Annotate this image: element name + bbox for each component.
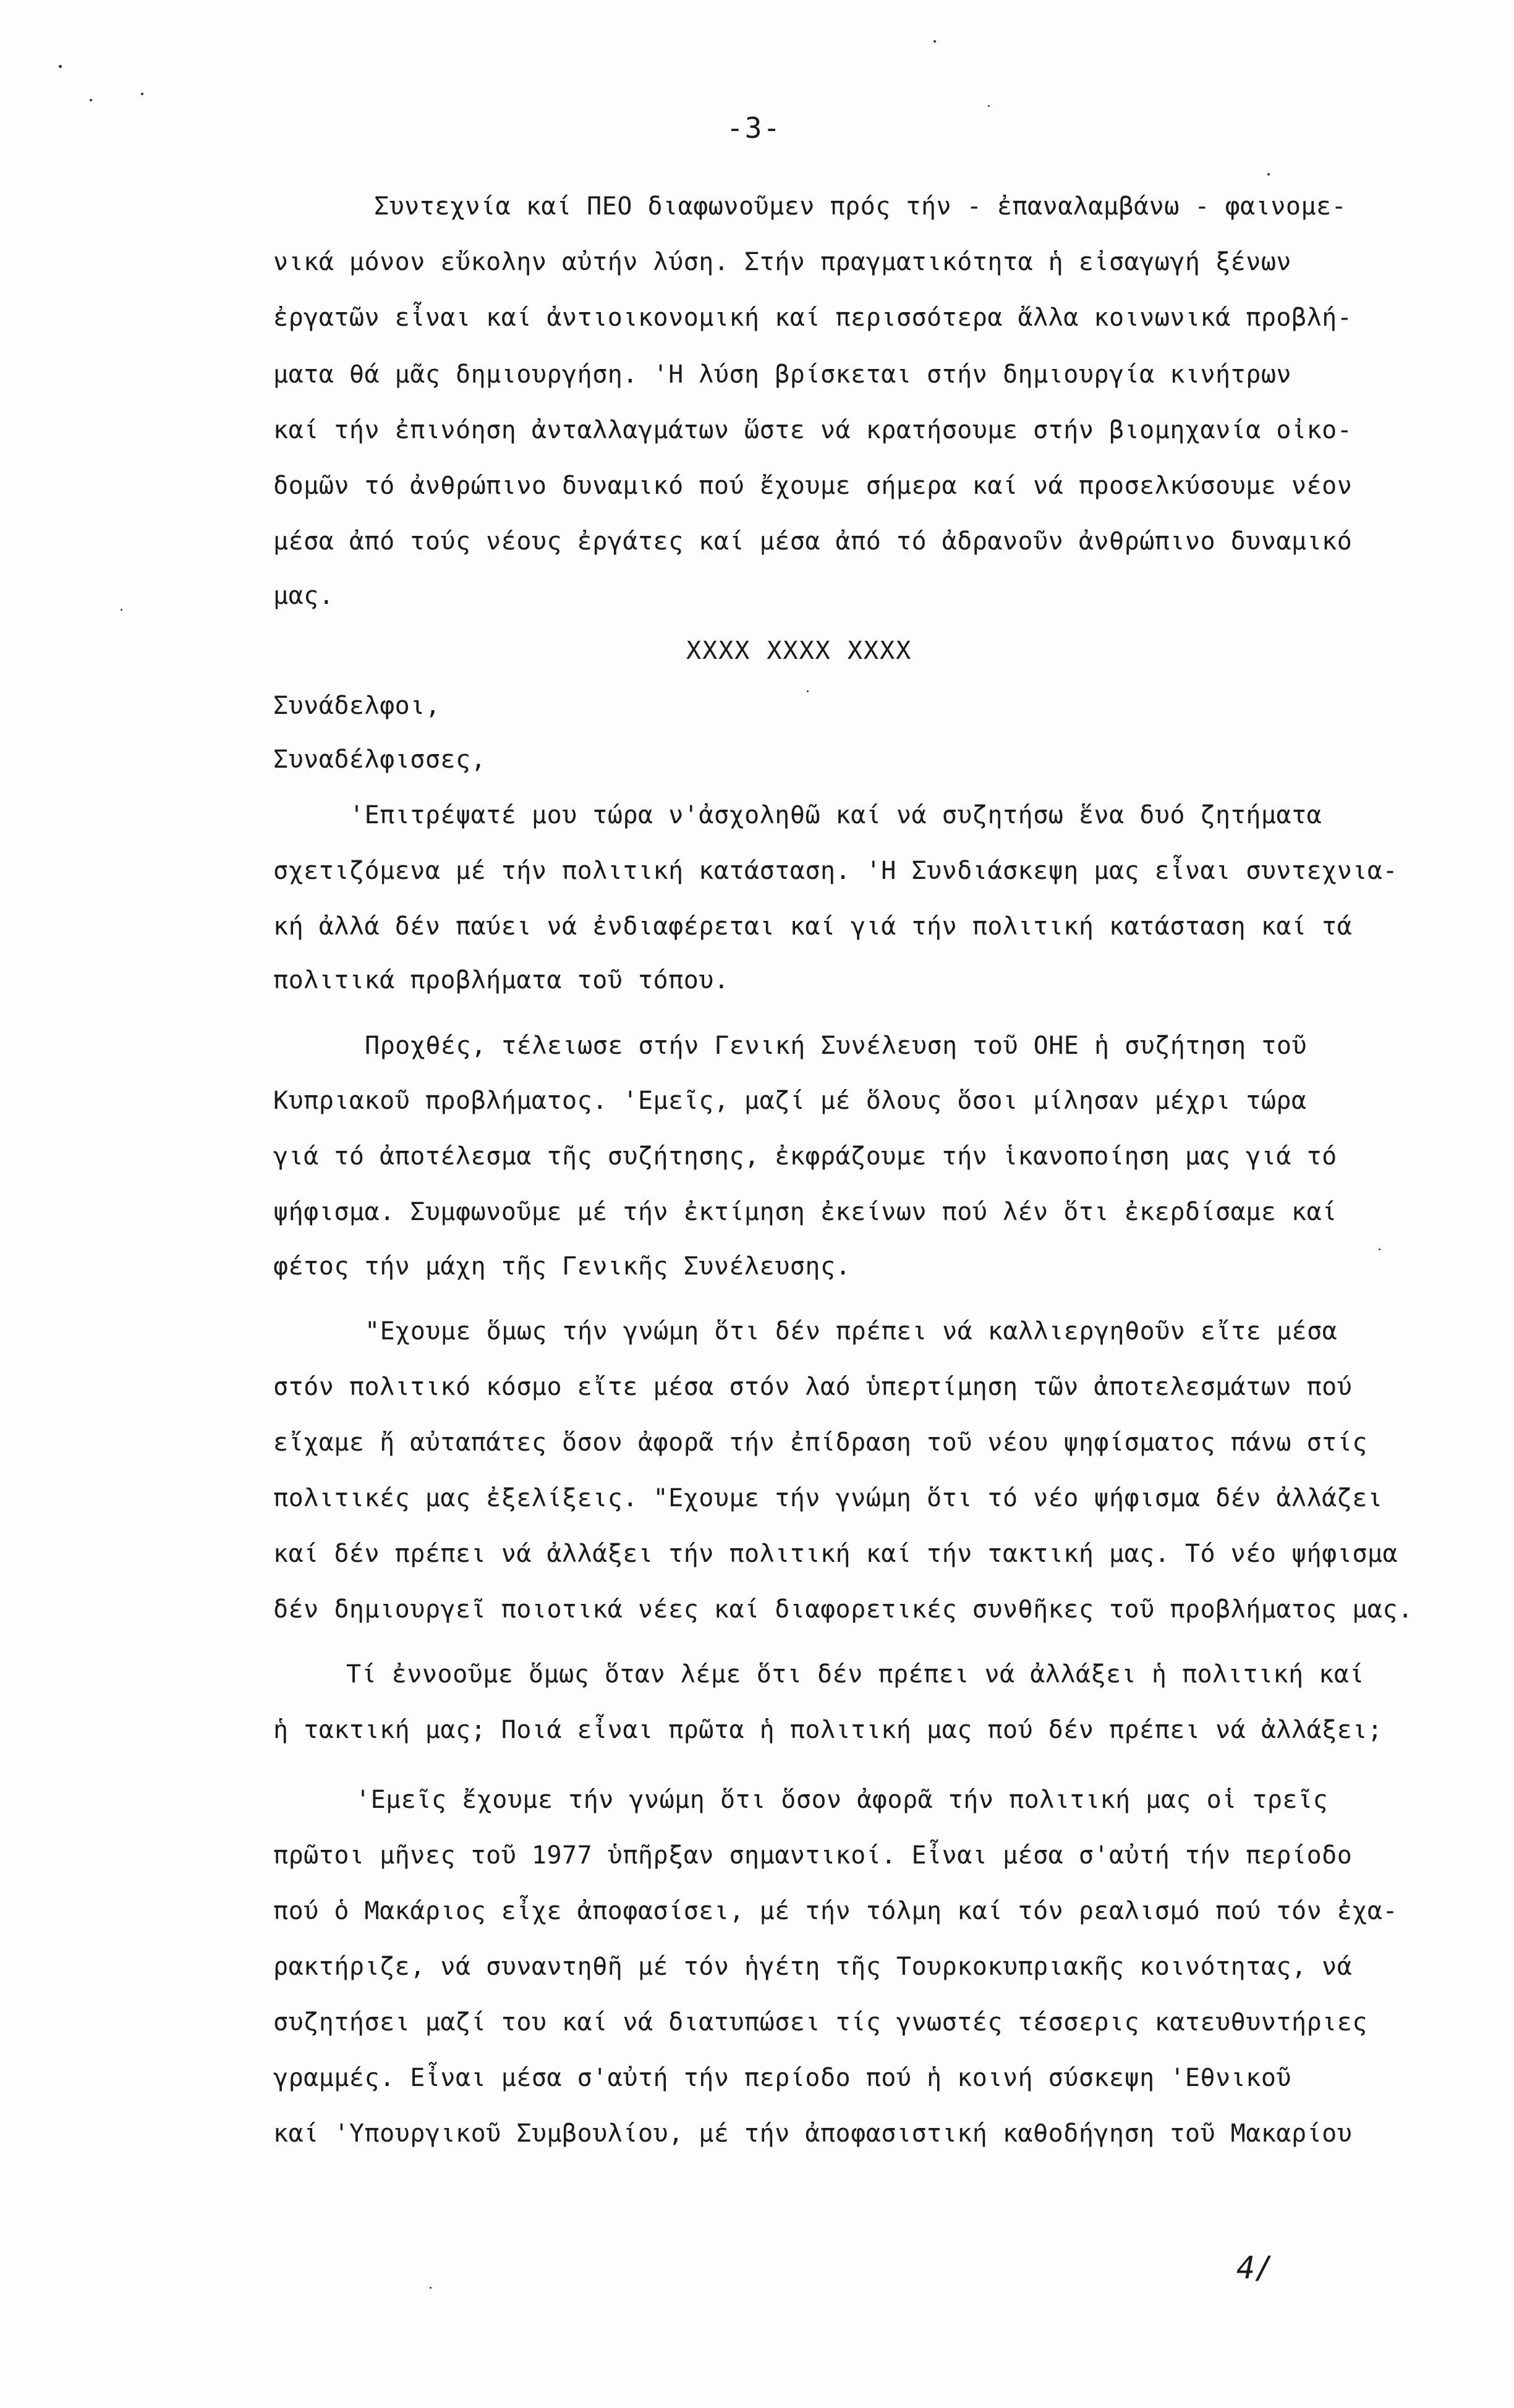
- scan-speck: [988, 105, 990, 107]
- scan-speck: [59, 65, 62, 68]
- text-line: μας.: [273, 582, 334, 610]
- text-line: δομῶν τό ἀνθρώπινο δυναμικό πού ἔχουμε σήμερα καί νά προσελκύσουμε νέον: [273, 472, 1353, 500]
- text-line: νικά μόνον εὔκολην αὐτήν λύση. Στήν πραγματικότητα ἡ εἰσαγωγή ξένων: [273, 248, 1291, 276]
- text-line: Κυπριακοῦ προβλήματος. 'Εμεῖς, μαζί μέ ὅλους ὅσοι μίλησαν μέχρι τώρα: [273, 1087, 1307, 1115]
- continuation-marker: 4/: [1236, 2250, 1274, 2286]
- text-line: ἐργατῶν εἶναι καί ἀντιοικονομική καί περισσότερα ἄλλα κοινωνικά προβλή-: [273, 303, 1353, 332]
- scan-speck: [933, 40, 936, 43]
- text-line: καί δέν πρέπει νά ἀλλάξει τήν πολιτική καί τήν τακτική μας. Τό νέο ψήφισμα: [273, 1540, 1398, 1568]
- text-line: 'Επιτρέψατέ μου τώρα ν'ἀσχοληθῶ καί νά συζητήσω ἕνα δυό ζητήματα: [349, 801, 1322, 829]
- scan-speck: [807, 690, 809, 692]
- text-line: Τί ἐννοοῦμε ὅμως ὅταν λέμε ὅτι δέν πρέπει νά ἀλλάξει ἡ πολιτική καί: [346, 1660, 1364, 1689]
- scan-speck: [1379, 1249, 1380, 1250]
- section-separator: XXXX XXXX XXXX: [686, 637, 912, 665]
- text-line: 'Εμεῖς ἔχουμε τήν γνώμη ὅτι ὅσον ἀφορᾶ τήν πολιτική μας οἱ τρεῖς: [355, 1786, 1329, 1814]
- text-line: πολιτικά προβλήματα τοῦ τόπου.: [273, 966, 729, 994]
- scan-speck: [90, 99, 92, 101]
- text-line: πρῶτοι μῆνες τοῦ 1977 ὑπῆρξαν σημαντικοί. Εἶναι μέσα σ'αὐτή τήν περίοδο: [273, 1841, 1353, 1870]
- text-line: Προχθές, τέλειωσε στήν Γενική Συνέλευση τοῦ ΟΗΕ ἡ συζήτηση τοῦ: [365, 1032, 1308, 1060]
- text-line: καί 'Υπουργικοῦ Συμβουλίου, μέ τήν ἀποφασιστική καθοδήγηση τοῦ Μακαρίου: [273, 2119, 1353, 2148]
- text-line: Συντεχνία καί ΠΕΟ διαφωνοῦμεν πρός τήν - ἐπαναλαμβάνω - φαινομε-: [374, 192, 1347, 221]
- text-line: κή ἀλλά δέν παύει νά ἐνδιαφέρεται καί γιά τήν πολιτική κατάσταση καί τά: [273, 912, 1353, 941]
- text-line: φέτος τήν μάχη τῆς Γενικῆς Συνέλευσης.: [273, 1252, 851, 1281]
- scan-speck: [121, 609, 122, 611]
- scan-speck: [1267, 173, 1270, 176]
- text-line: ματα θά μᾶς δημιουργήση. 'Η λύση βρίσκεται στήν δημιουργία κινήτρων: [273, 360, 1291, 389]
- scan-speck: [141, 93, 143, 95]
- scan-speck: [430, 2287, 432, 2289]
- text-line: ἡ τακτική μας; Ποιά εἶναι πρῶτα ἡ πολιτική μας πού δέν πρέπει νά ἀλλάξει;: [273, 1716, 1383, 1744]
- text-line: μέσα ἀπό τούς νέους ἐργάτες καί μέσα ἀπό τό ἀδρανοῦν ἀνθρώπινο δυναμικό: [273, 527, 1353, 556]
- text-line: δέν δημιουργεῖ ποιοτικά νέες καί διαφορετικές συνθῆκες τοῦ προβλήματος μας.: [273, 1595, 1413, 1624]
- text-line: στόν πολιτικό κόσμο εἴτε μέσα στόν λαό ὑπερτίμηση τῶν ἀποτελεσμάτων πού: [273, 1373, 1353, 1401]
- text-line: ρακτήριζε, νά συναντηθῆ μέ τόν ἡγέτη τῆς Τουρκοκυπριακῆς κοινότητας, νά: [273, 1952, 1353, 1981]
- salutation: Συναδέλφισσες,: [273, 745, 487, 774]
- salutation: Συνάδελφοι,: [273, 692, 441, 720]
- text-line: εἴχαμε ἤ αὐταπάτες ὅσον ἀφορᾶ τήν ἐπίδραση τοῦ νέου ψηφίσματος πάνω στίς: [273, 1428, 1367, 1457]
- page-number: -3-: [726, 111, 782, 145]
- text-line: καί τήν ἐπινόηση ἀνταλλαγμάτων ὥστε νά κρατήσουμε στήν βιομηχανία οἰκο-: [273, 416, 1353, 444]
- text-line: σχετιζόμενα μέ τήν πολιτική κατάσταση. 'Η Συνδιάσκεψη μας εἶναι συντεχνια-: [273, 857, 1398, 885]
- text-line: πού ὁ Μακάριος εἶχε ἀποφασίσει, μέ τήν τόλμη καί τόν ρεαλισμό πού τόν ἐχα-: [273, 1897, 1398, 1925]
- text-line: πολιτικές μας ἐξελίξεις. "Εχουμε τήν γνώμη ὅτι τό νέο ψήφισμα δέν ἀλλάζει: [273, 1484, 1383, 1512]
- text-line: γιά τό ἀποτέλεσμα τῆς συζήτησης, ἐκφράζουμε τήν ἱκανοποίηση μας γιά τό: [273, 1142, 1337, 1171]
- text-line: ψήφισμα. Συμφωνοῦμε μέ τήν ἐκτίμηση ἐκείνων πού λέν ὅτι ἐκερδίσαμε καί: [273, 1198, 1337, 1226]
- text-line: γραμμές. Εἶναι μέσα σ'αὐτή τήν περίοδο πού ἡ κοινή σύσκεψη 'Εθνικοῦ: [273, 2064, 1291, 2092]
- text-line: συζητήσει μαζί του καί νά διατυπώσει τίς γνωστές τέσσερις κατευθυντήριες: [273, 2008, 1367, 2037]
- text-line: "Εχουμε ὅμως τήν γνώμη ὅτι δέν πρέπει νά καλλιεργηθοῦν εἴτε μέσα: [365, 1317, 1338, 1346]
